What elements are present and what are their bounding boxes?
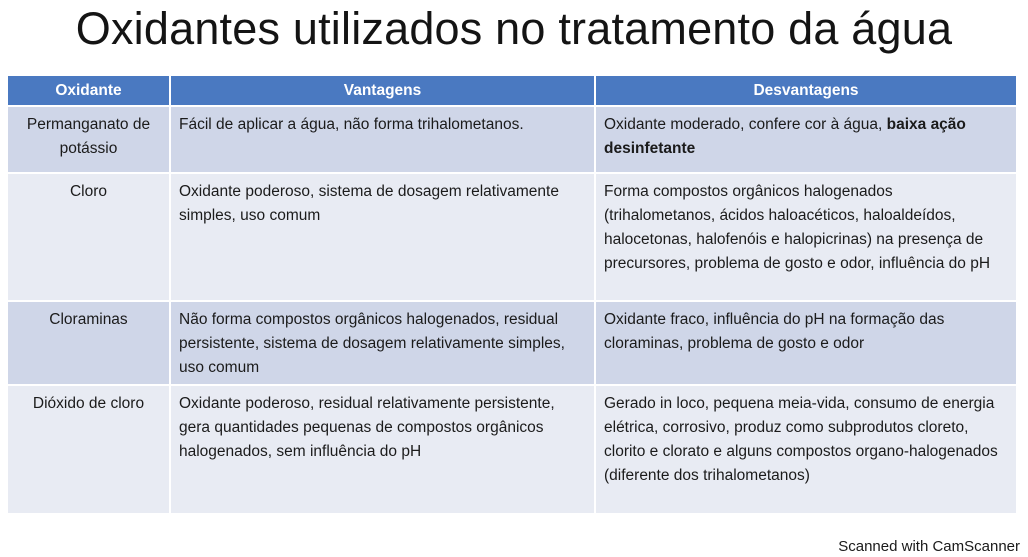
- oxidant-cell: Permanganato de potássio: [8, 106, 170, 173]
- oxidant-cell: Cloraminas: [8, 301, 170, 385]
- header-vantagens: Vantagens: [170, 76, 595, 106]
- disadvantages-cell: Forma compostos orgânicos halogenados (trihalometanos, ácidos haloacéticos, haloaldeídos, halocetonas, halofenóis e halopicrinas) na presença de precursores, problema de gosto e odor, influência do pH: [595, 173, 1016, 301]
- oxidant-cell: Cloro: [8, 173, 170, 301]
- header-oxidante: Oxidante: [8, 76, 170, 106]
- table-row: [8, 173, 1016, 301]
- page-title: Oxidantes utilizados no tratamento da água: [75, 3, 953, 54]
- advantages-cell: Oxidante poderoso, residual relativamente persistente, gera quantidades pequenas de compostos orgânicos halogenados, sem influência do pH: [170, 385, 595, 513]
- advantages-cell: Oxidante poderoso, sistema de dosagem relativamente simples, uso comum: [170, 173, 595, 301]
- table-row: [8, 385, 1016, 513]
- scanner-watermark: Scanned with CamScanner: [838, 538, 1020, 555]
- table-row: [8, 301, 1016, 385]
- disadvantages-text: Oxidante moderado, confere cor à água,: [604, 116, 887, 133]
- header-desvantagens: Desvantagens: [595, 76, 1016, 106]
- oxidant-cell: Dióxido de cloro: [8, 385, 170, 513]
- disadvantages-cell: [595, 106, 1016, 173]
- table-row: [8, 106, 1016, 173]
- disadvantages-cell: Gerado in loco, pequena meia-vida, consumo de energia elétrica, corrosivo, produz como subprodutos cloreto, clorito e clorato e alguns compostos organo-halogenados (diferente dos trihalometanos): [595, 385, 1016, 513]
- advantages-cell: Fácil de aplicar a água, não forma trihalometanos.: [170, 106, 595, 173]
- oxidants-table: [8, 76, 1016, 513]
- disadvantages-cell: Oxidante fraco, influência do pH na formação das cloraminas, problema de gosto e odor: [595, 301, 1016, 385]
- table-header-row: [8, 76, 1016, 106]
- advantages-cell: Não forma compostos orgânicos halogenados, residual persistente, sistema de dosagem relativamente simples, uso comum: [170, 301, 595, 385]
- disadvantages-bold-text: baixa ação desinfetante: [604, 116, 966, 157]
